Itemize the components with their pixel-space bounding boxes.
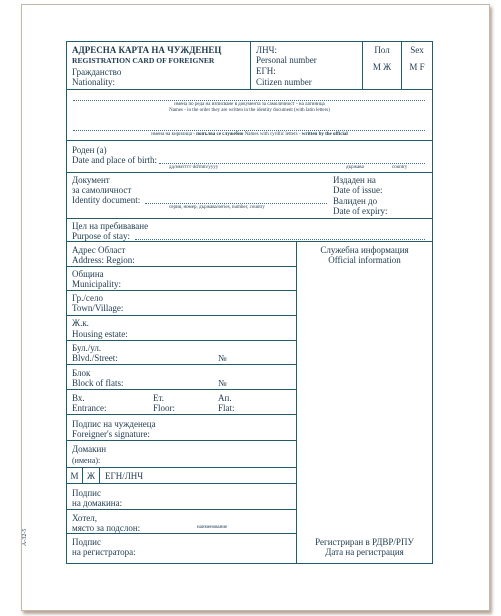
housing-label-bg: Ж.к. <box>72 318 89 328</box>
purpose-line[interactable] <box>135 239 425 240</box>
street-number-sign: № <box>218 353 227 363</box>
document-number-line[interactable] <box>145 203 327 204</box>
issued-label-bg: Издаден на <box>333 175 376 185</box>
block-number-sign: № <box>218 378 227 388</box>
valid-label-bg: Валиден до <box>333 196 378 206</box>
row-line <box>67 483 296 484</box>
host-female-option[interactable]: Ж <box>86 471 96 481</box>
municipality-label-en: Municipality: <box>72 279 121 289</box>
purpose-bottom-line <box>67 241 432 242</box>
sex-label-bg: Пол <box>374 45 390 55</box>
host-egn-lnch-label: ЕГН/ЛНЧ <box>105 471 144 481</box>
cyrillic-hint-en-bold: written by the official <box>301 132 348 137</box>
names-bottom-line <box>67 140 432 141</box>
valid-label-en: Date of expiry: <box>333 206 388 216</box>
cyrillic-hint-bg: имена на кирилица - <box>151 132 195 137</box>
cyrillic-name-hint <box>67 132 432 138</box>
birth-label-en: Date and place of birth: <box>72 155 157 165</box>
citizen-number-label: Citizen number <box>256 77 312 87</box>
row-line <box>67 364 296 365</box>
row-line <box>67 467 296 468</box>
flat-label-en: Flat: <box>218 403 235 413</box>
row-line <box>67 315 296 316</box>
header-bottom-line <box>67 89 432 90</box>
birth-country-hint-bg: държава <box>346 165 364 170</box>
town-label-en: Town/Village: <box>72 303 124 313</box>
floor-label-en: Floor: <box>153 403 176 413</box>
latin-name-hint-en: Names - in the order they are written in the identity document (with latin letters) <box>169 108 330 113</box>
host-cell-divider <box>99 467 100 483</box>
row-line <box>67 340 296 341</box>
document-label-en: Identity document: <box>72 195 141 205</box>
birth-country-hint-en: country <box>392 165 408 170</box>
latin-name-line[interactable] <box>73 100 425 101</box>
personal-number-label: Personal number <box>256 55 317 65</box>
entrance-label-bg: Вх. <box>72 393 85 403</box>
latin-name-hint-bg: имена по реда на изписване в документа за самоличност - на латиница <box>174 102 325 107</box>
registrar-label-2: на регистратора: <box>72 547 136 557</box>
block-label-bg: Блок <box>72 368 91 378</box>
registration-form <box>66 41 433 564</box>
birth-date-hint: дд/мм/гггг dd/mm/yyyy <box>169 165 219 170</box>
birth-label-bg: Роден (а) <box>72 145 107 155</box>
row-line <box>67 389 296 390</box>
purpose-label-bg: Цел на пребиваване <box>72 221 149 231</box>
registered-at-label: Регистриран в РДВР/РПУ <box>315 537 414 547</box>
row-line <box>67 533 296 534</box>
floor-label-bg: Ет. <box>153 393 165 403</box>
nationality-label-bg: Гражданство <box>72 67 122 77</box>
block-label-en: Block of flats: <box>72 378 124 388</box>
host-label-names: (имена): <box>72 456 101 465</box>
host-signature-label-1: Подпис <box>72 488 101 498</box>
form-code: А-32-5 <box>22 528 28 546</box>
host-label-bg: Домакин <box>72 444 107 454</box>
entrance-label-en: Entrance: <box>72 403 107 413</box>
sex-label-en: Sex <box>410 45 424 55</box>
flat-label-bg: Ап. <box>218 393 232 403</box>
region-label-en: Address: Region: <box>72 255 135 265</box>
row-line <box>67 414 296 415</box>
birth-date-place-line[interactable] <box>159 163 425 164</box>
row-line <box>67 290 296 291</box>
signature-label-bg: Подпис на чужденеца <box>72 419 156 429</box>
sex-options-en[interactable]: M F <box>409 62 425 72</box>
purpose-label-en: Purpose of stay: <box>72 231 130 241</box>
hotel-label-1: Хотел, <box>72 513 97 523</box>
cyrillic-hint-bg-bold: попълва се служебно <box>196 132 244 137</box>
nationality-label-en: Nationality: <box>72 77 115 87</box>
document-bottom-line <box>67 218 432 219</box>
street-label-en: Blvd./Street: <box>72 353 118 363</box>
housing-label-en: Housing estate: <box>72 329 128 339</box>
host-male-option[interactable]: М <box>70 471 79 481</box>
lnch-label: ЛНЧ: <box>256 45 277 55</box>
municipality-label-bg: Община <box>72 269 104 279</box>
document-label-bg2: за самоличност <box>72 185 132 195</box>
row-line <box>67 509 296 510</box>
registrar-label-1: Подпис <box>72 537 101 547</box>
region-label-bg: Адрес Област <box>72 245 126 255</box>
issued-label-en: Date of issue: <box>333 185 383 195</box>
town-label-bg: Гр./село <box>72 293 103 303</box>
host-signature-label-2: на домакина: <box>72 498 123 508</box>
cyrillic-hint-en: Names with cyrillic letters - <box>244 132 301 137</box>
row-line <box>67 440 296 441</box>
official-info-label-bg: Служебна информация <box>320 245 409 255</box>
egn-label: ЕГН: <box>256 66 276 76</box>
official-info-label-en: Official information <box>328 255 401 265</box>
row-line <box>67 266 296 267</box>
signature-label-en: Foreigner's signature: <box>72 429 150 439</box>
sex-options-bg[interactable]: М Ж <box>372 62 392 72</box>
street-label-bg: Бул./ул. <box>72 343 102 353</box>
form-title-bg: АДРЕСНА КАРТА НА ЧУЖДЕНЕЦ <box>72 45 222 55</box>
column-divider <box>296 241 297 563</box>
hotel-name-hint: наименование <box>197 525 228 530</box>
document-hint: серия, номер, държава/series, number, country <box>169 205 265 210</box>
document-label-bg1: Документ <box>72 175 110 185</box>
cyrillic-name-line[interactable] <box>73 130 425 131</box>
header-divider <box>250 42 251 89</box>
form-title-en: REGISTRATION CARD OF FOREIGNER <box>72 56 215 65</box>
registration-date-label: Дата на регистрация <box>325 547 404 557</box>
hotel-label-2: място за подслон: <box>72 523 141 533</box>
birth-bottom-line <box>67 172 432 173</box>
